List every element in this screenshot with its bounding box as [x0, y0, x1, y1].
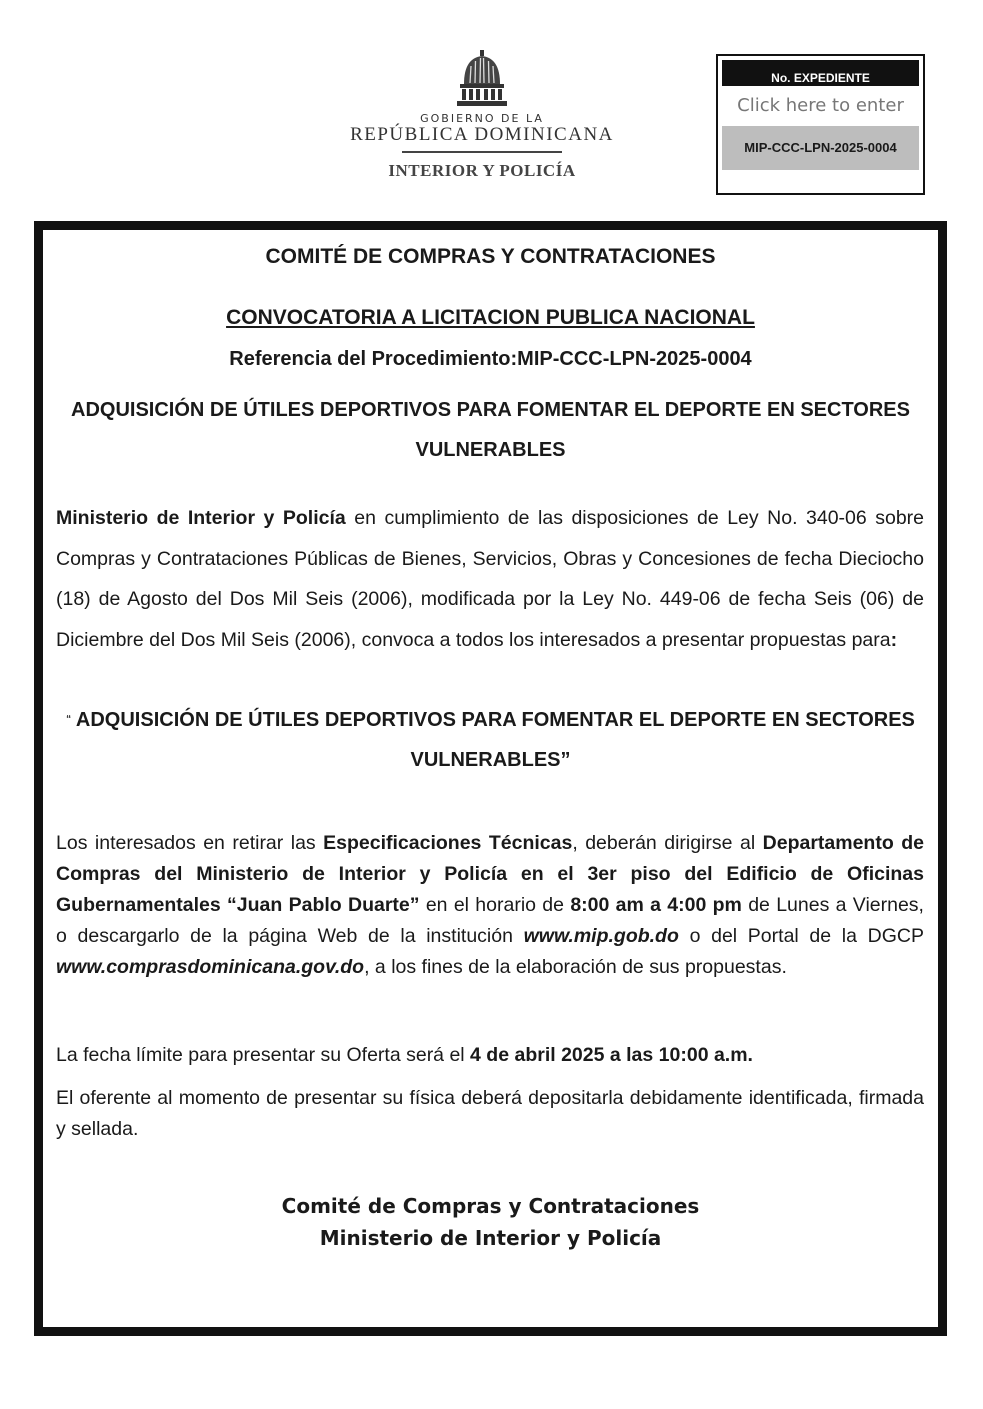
mip-website-link[interactable]: www.mip.gob.do [523, 925, 679, 947]
deadline-date: 4 de abril 2025 a las 10:00 a.m. [470, 1044, 753, 1066]
logo-line-3: INTERIOR Y POLICÍA [388, 161, 576, 180]
signature-committee: Comité de Compras y Contrataciones [281, 1194, 700, 1218]
deadline-paragraph [56, 1040, 924, 1071]
technical-specs: Especificaciones Técnicas [323, 832, 573, 854]
signature-block [43, 1190, 938, 1254]
capitol-dome-icon [452, 50, 512, 108]
deadline-text: La fecha límite para presentar su Oferta será el [56, 1044, 471, 1066]
logo-line-1: GOBIERNO DE LA [420, 112, 544, 125]
reference-label: Referencia del Procedimiento: [229, 348, 518, 370]
intro-paragraph [56, 498, 924, 660]
expediente-heading: No. EXPEDIENTE [722, 60, 919, 86]
instructions-text-e: en el horario de [419, 894, 571, 916]
instructions-text-g: de Lunes a Viernes, o descargarlo de la página Web de la institución [56, 894, 924, 947]
call-heading: CONVOCATORIA A LICITACION PUBLICA NACIONAL [226, 306, 755, 329]
reference-value: MIP-CCC-LPN-2025-0004 [517, 348, 752, 370]
instructions-text-i: o del Portal de la DGCP [678, 925, 924, 947]
quoted-subject-text: ADQUISICIÓN DE ÚTILES DEPORTIVOS PARA FOMENTAR EL DEPORTE EN SECTORES VULNERABLES” [75, 709, 915, 771]
government-logo [350, 50, 614, 200]
dgcp-portal-link[interactable]: www.comprasdominicana.gov.do [56, 956, 365, 978]
procedure-reference [43, 348, 938, 371]
intro-colon: : [890, 628, 898, 651]
logo-line-2: REPÚBLICA DOMINICANA [350, 124, 614, 145]
instructions-text-c: , deberán dirigirse al [572, 832, 763, 854]
committee-heading: COMITÉ DE COMPRAS Y CONTRATACIONES [265, 245, 716, 268]
quote-open: “ [66, 714, 72, 725]
quoted-subject [43, 700, 938, 780]
instructions-paragraph [56, 828, 924, 983]
notice-frame [34, 221, 947, 1336]
expediente-box [716, 54, 925, 195]
logo-divider [402, 151, 562, 153]
department-location: Departamento de Compras del Ministerio de Interior y Policía en el 3er piso del Edificio de Oficinas Gubernamentales “Juan Pablo Duarte” [56, 832, 924, 916]
expediente-input[interactable]: Click here to enter [737, 95, 904, 116]
submission-paragraph: El oferente al momento de presentar su física deberá depositarla debidamente identificada, firmada y sellada. [56, 1087, 924, 1140]
expediente-reference: MIP-CCC-LPN-2025-0004 [722, 126, 919, 170]
ministry-name: Ministerio de Interior y Policía [56, 507, 346, 529]
instructions-text-k: , a los fines de la elaboración de sus propuestas. [364, 956, 787, 978]
intro-text: en cumplimiento de las disposiciones de Ley No. 340-06 sobre Compras y Contrataciones Públicas de Bienes, Servicios, Obras y Concesiones de fecha Dieciocho (18) de Agosto del Dos Mil Seis (2006), modificada por la Ley No. 449-06 de fecha Seis (06) de Diciembre del Dos Mil Seis (2006), convoca a todos los interesados a presentar propuestas para [56, 507, 924, 651]
instructions-text-a: Los interesados en retirar las [56, 832, 324, 854]
signature-ministry: Ministerio de Interior y Policía [319, 1226, 662, 1250]
office-hours: 8:00 am a 4:00 pm [570, 894, 742, 916]
subject-heading: ADQUISICIÓN DE ÚTILES DEPORTIVOS PARA FOMENTAR EL DEPORTE EN SECTORES VULNERABLES [71, 399, 910, 461]
